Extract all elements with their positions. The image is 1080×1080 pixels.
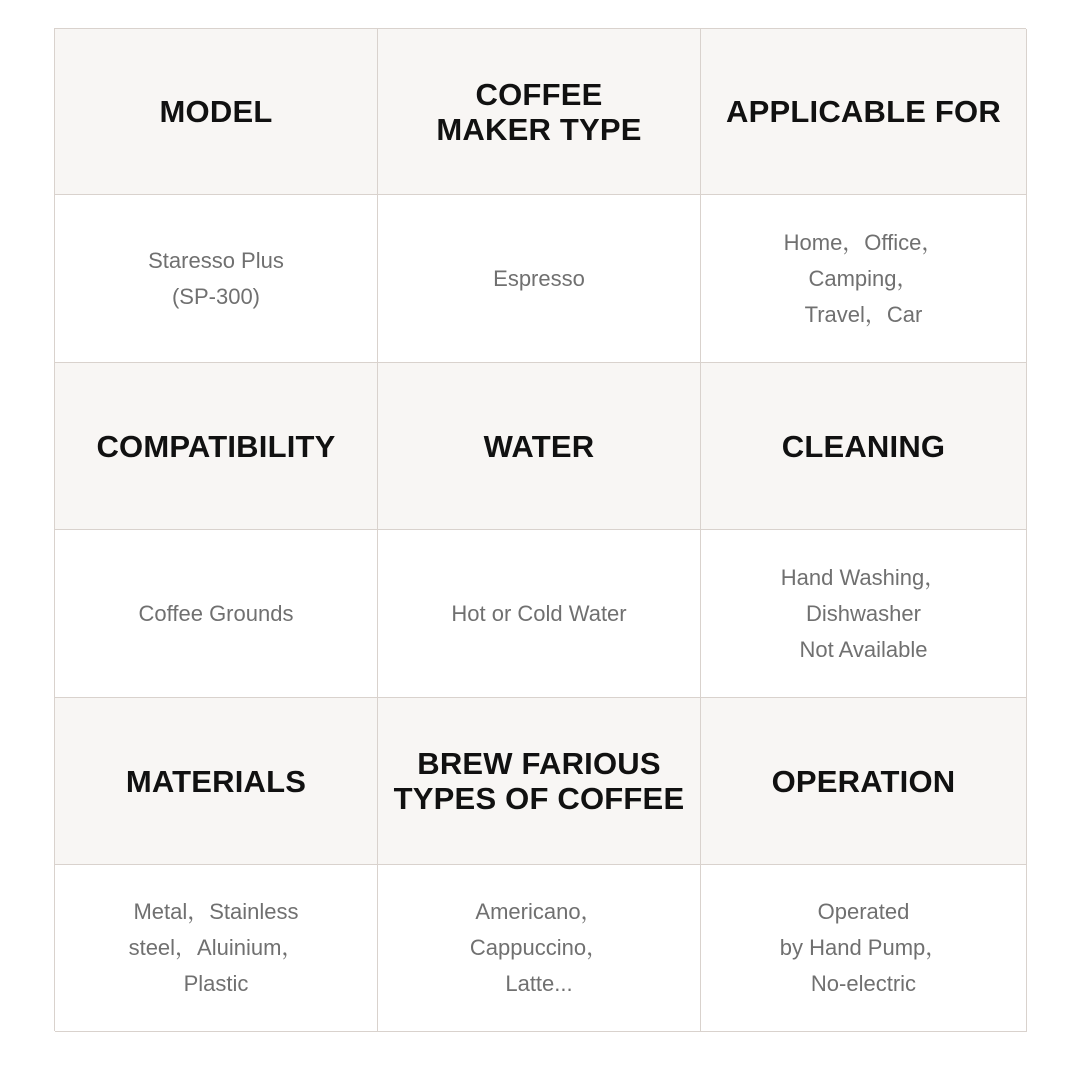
value-operation: Operated by Hand Pump， No-electric: [701, 865, 1027, 1032]
header-operation: OPERATION: [701, 698, 1027, 865]
header-coffee-maker-type: COFFEE MAKER TYPE: [378, 29, 701, 195]
value-brew-types: Americano， Cappuccino， Latte...: [378, 865, 701, 1032]
value-water: Hot or Cold Water: [378, 530, 701, 698]
spec-table: [54, 28, 1026, 1031]
header-applicable-for: APPLICABLE FOR: [701, 29, 1027, 195]
header-water: WATER: [378, 363, 701, 530]
value-applicable-for: Home，Office， Camping， Travel，Car: [701, 195, 1027, 363]
header-brew-types: BREW FARIOUS TYPES OF COFFEE: [378, 698, 701, 865]
header-compatibility: COMPATIBILITY: [55, 363, 378, 530]
header-model: MODEL: [55, 29, 378, 195]
header-cleaning: CLEANING: [701, 363, 1027, 530]
value-coffee-maker-type: Espresso: [378, 195, 701, 363]
header-materials: MATERIALS: [55, 698, 378, 865]
value-compatibility: Coffee Grounds: [55, 530, 378, 698]
value-materials: Metal，Stainless steel，Aluinium， Plastic: [55, 865, 378, 1032]
value-cleaning: Hand Washing， Dishwasher Not Available: [701, 530, 1027, 698]
value-model: Staresso Plus (SP-300): [55, 195, 378, 363]
